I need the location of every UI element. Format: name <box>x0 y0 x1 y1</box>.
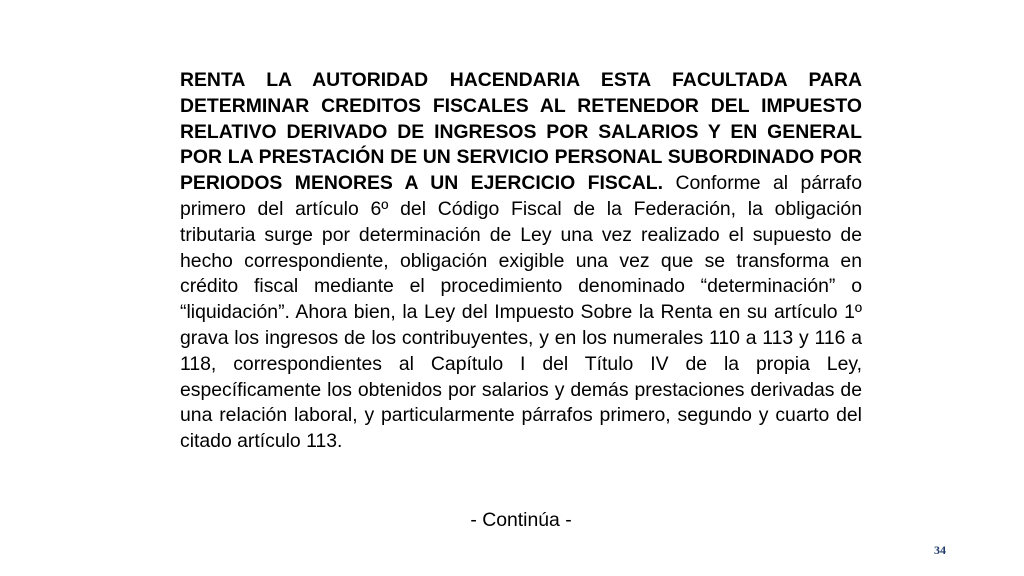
paragraph-text: Conforme al párrafo primero del artículo 6º del Código Fiscal de la Federación, la obligación tributaria surge por determinación de Ley una vez realizado el supuesto de hecho correspondiente, obligación exigible una vez que se transforma en crédito fiscal mediante el procedimiento denominado “determinación” o “liquidación”. Ahora bien, la Ley del Impuesto Sobre la Renta en su artículo 1º grava los ingresos de los contribuyentes, y en los numerales 110 a 113 y 116 a 118, correspondientes al Capítulo I del Título IV de la propia Ley, específicamente los obtenidos por salarios y demás prestaciones derivadas de una relación laboral, y particularmente párrafos primero, segundo y cuarto del citado artículo 113. <box>180 172 862 453</box>
body-paragraph <box>180 68 862 455</box>
heading-text: RENTA LA AUTORIDAD HACENDARIA ESTA FACULTADA PARA DETERMINAR CREDITOS FISCALES AL RETENEDOR DEL IMPUESTO RELATIVO DERIVADO DE INGRESOS POR SALARIOS Y EN GENERAL POR LA PRESTACIÓN DE UN SERVICIO PERSONAL SUBORDINADO POR PERIODOS MENORES A UN EJERCICIO FISCAL. <box>180 69 862 195</box>
continuation-label: - Continúa - <box>470 509 572 531</box>
page-number: 34 <box>934 543 946 557</box>
